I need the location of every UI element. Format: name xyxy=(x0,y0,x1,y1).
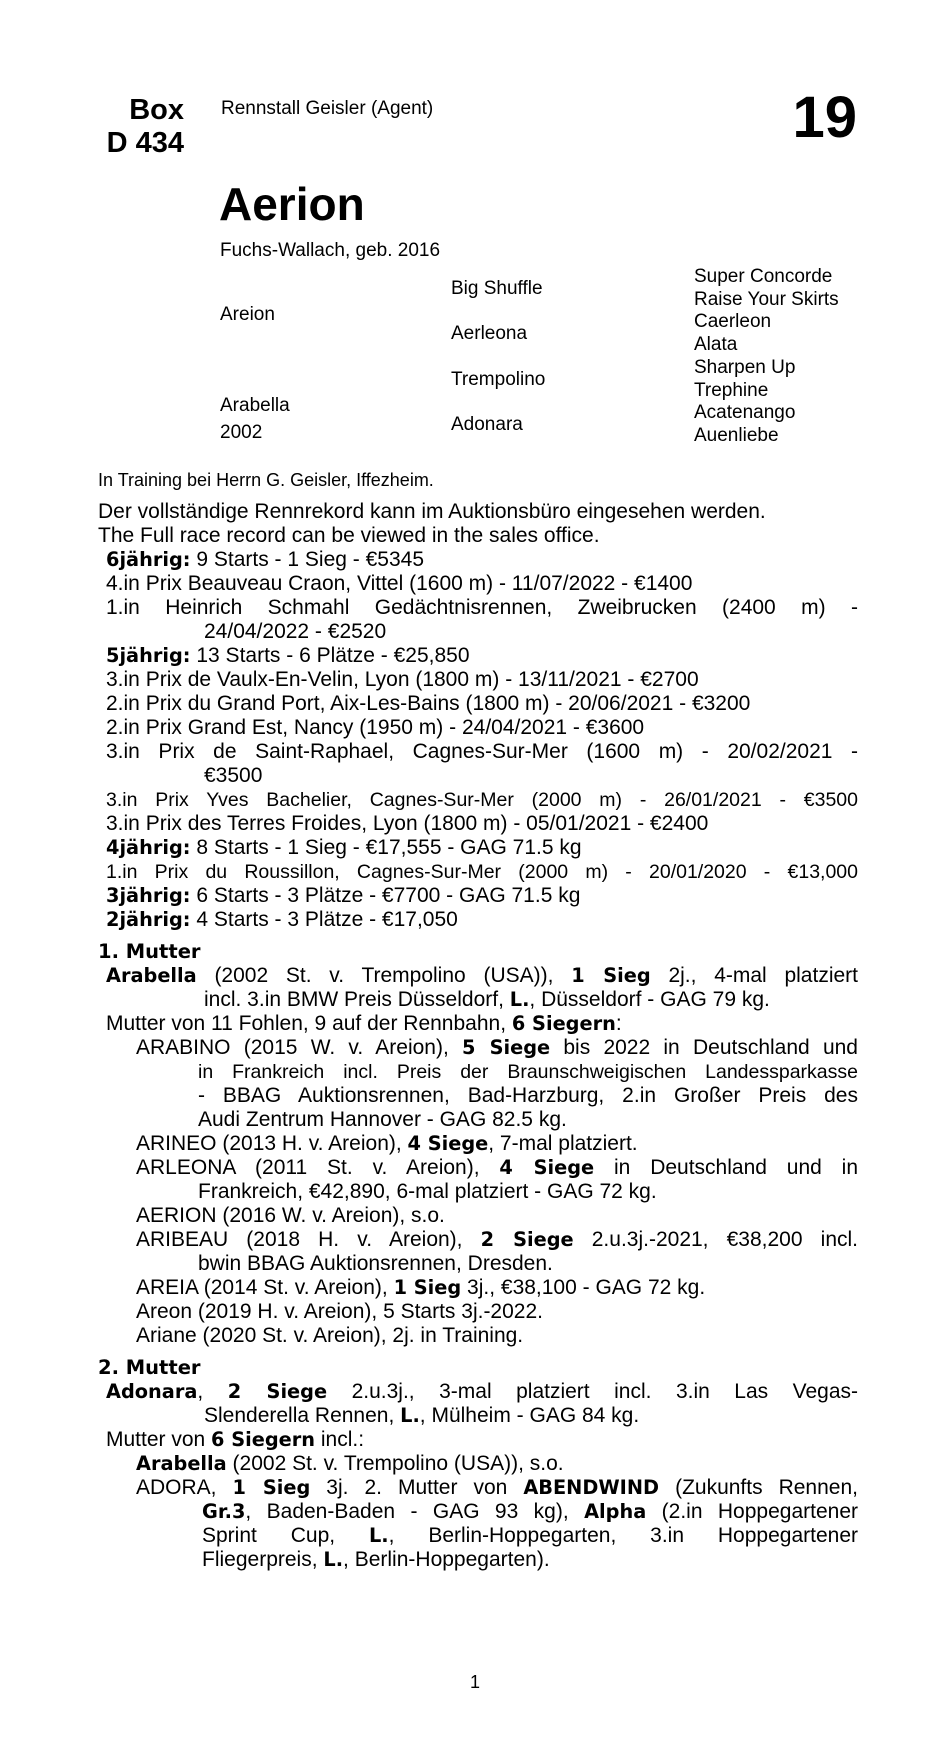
pedigree-g3: Raise Your Skirts xyxy=(694,289,839,310)
pedigree-g3: Caerleon xyxy=(694,311,772,332)
dam1-entry: Arabella (2002 St. v. Trempolino (USA)), 1 Sieg 2j., 4-mal platziert xyxy=(106,964,858,987)
progeny-entry: ARABINO (2015 W. v. Areion), 5 Siege bis 2022 in Deutschland und xyxy=(136,1036,858,1059)
progeny-entry-cont: bwin BBAG Auktionsrennen, Dresden. xyxy=(198,1252,553,1275)
progeny-entry-cont: Audi Zentrum Hannover - GAG 82.5 kg. xyxy=(198,1108,567,1131)
progeny-entry-cont: - BBAG Auktionsrennen, Bad-Harzburg, 2.in Großer Preis des xyxy=(198,1084,858,1107)
pedigree-dam-sire: Trempolino xyxy=(451,369,546,390)
race-result: 2.in Prix Grand Est, Nancy (1950 m) - 24/04/2021 - €3600 xyxy=(106,716,645,739)
progeny-entry-cont: Sprint Cup, L., Berlin-Hoppegarten, 3.in Hoppegartener xyxy=(202,1524,858,1547)
consignor: Rennstall Geisler (Agent) xyxy=(221,98,434,119)
pedigree-g3: Super Concorde xyxy=(694,266,833,287)
dam2-entry-cont: Slenderella Rennen, L., Mülheim - GAG 84 kg. xyxy=(204,1404,640,1427)
catalogue-body xyxy=(98,500,858,1572)
progeny-entry-cont: Frankreich, €42,890, 6-mal platziert - GAG 72 kg. xyxy=(198,1180,657,1203)
box-id: D 434 xyxy=(106,127,184,159)
horse-description: Fuchs-Wallach, geb. 2016 xyxy=(220,240,441,261)
dam2-entry: Adonara, 2 Siege 2.u.3j., 3-mal platziert incl. 3.in Las Vegas- xyxy=(106,1380,859,1403)
progeny-entry: ADORA, 1 Sieg 3j. 2. Mutter von ABENDWIND (Zukunfts Rennen, xyxy=(136,1476,858,1499)
pedigree-sire-dam: Aerleona xyxy=(451,323,528,344)
progeny-entry: ARLEONA (2011 St. v. Areion), 4 Siege in Deutschland und in xyxy=(136,1156,859,1179)
dam1-entry-cont: incl. 3.in BMW Preis Düsseldorf, L., Düsseldorf - GAG 79 kg. xyxy=(204,988,770,1011)
pedigree-dam: Arabella xyxy=(220,395,290,416)
season-summary: 5jährig: 13 Starts - 6 Plätze - €25,850 xyxy=(106,644,470,667)
pedigree-g3: Trephine xyxy=(694,380,769,401)
record-note-en: The Full race record can be viewed in the sales office. xyxy=(98,524,600,547)
page-number: 1 xyxy=(469,1672,480,1692)
progeny-entry: Arabella (2002 St. v. Trempolino (USA)), s.o. xyxy=(136,1452,564,1475)
season-summary: 6jährig: 9 Starts - 1 Sieg - €5345 xyxy=(106,548,424,571)
progeny-entry: AREIA (2014 St. v. Areion), 1 Sieg 3j., €38,100 - GAG 72 kg. xyxy=(136,1276,706,1299)
progeny-entry: AERION (2016 W. v. Areion), s.o. xyxy=(136,1204,445,1227)
race-result: 3.in Prix Yves Bachelier, Cagnes-Sur-Mer (2000 m) - 26/01/2021 - €3500 xyxy=(106,789,858,811)
pedigree-g3: Alata xyxy=(694,334,738,355)
pedigree-dam-dam: Adonara xyxy=(451,414,523,435)
season-summary: 3jährig: 6 Starts - 3 Plätze - €7700 - GAG 71.5 kg xyxy=(106,884,581,907)
progeny-entry: Areon (2019 H. v. Areion), 5 Starts 3j.-2022. xyxy=(136,1300,543,1323)
box-label: Box xyxy=(129,94,184,126)
pedigree-sire-sire: Big Shuffle xyxy=(451,278,543,299)
progeny-entry: ARIBEAU (2018 H. v. Areion), 2 Siege 2.u.3j.-2021, €38,200 incl. xyxy=(136,1228,858,1251)
race-result: 2.in Prix du Grand Port, Aix-Les-Bains (1800 m) - 20/06/2021 - €3200 xyxy=(106,692,751,715)
horse-name: Aerion xyxy=(219,178,365,230)
pedigree-g3: Sharpen Up xyxy=(694,357,796,378)
race-result: 1.in Prix du Roussillon, Cagnes-Sur-Mer (2000 m) - 20/01/2020 - €13,000 xyxy=(106,861,858,883)
race-result: 4.in Prix Beauveau Craon, Vittel (1600 m) - 11/07/2022 - €1400 xyxy=(106,572,693,595)
race-result: 1.in Heinrich Schmahl Gedächtnisrennen, Zweibrucken (2400 m) - xyxy=(106,596,858,619)
season-summary: 4jährig: 8 Starts - 1 Sieg - €17,555 - GAG 71.5 kg xyxy=(106,836,582,859)
progeny-entry-cont: Gr.3, Baden-Baden - GAG 93 kg), Alpha (2.in Hoppegartener xyxy=(202,1500,858,1523)
race-result-cont: €3500 xyxy=(204,764,263,787)
pedigree-g3: Acatenango xyxy=(694,402,796,423)
progeny-entry: Ariane (2020 St. v. Areion), 2j. in Training. xyxy=(136,1324,524,1347)
race-result: 3.in Prix des Terres Froides, Lyon (1800 m) - 05/01/2021 - €2400 xyxy=(106,812,709,835)
race-result: 3.in Prix de Vaulx-En-Velin, Lyon (1800 m) - 13/11/2021 - €2700 xyxy=(106,668,699,691)
progeny-entry: ARINEO (2013 H. v. Areion), 4 Siege, 7-mal platziert. xyxy=(136,1132,638,1155)
section-heading-dam2: 2. Mutter xyxy=(98,1356,201,1379)
race-result-cont: 24/04/2022 - €2520 xyxy=(204,620,387,643)
section-heading-dam1: 1. Mutter xyxy=(98,940,201,963)
season-summary: 2jährig: 4 Starts - 3 Plätze - €17,050 xyxy=(106,908,458,931)
dam2-produce: Mutter von 6 Siegern incl.: xyxy=(106,1428,365,1451)
pedigree-dam-year: 2002 xyxy=(220,422,263,443)
lot-number: 19 xyxy=(792,85,857,150)
pedigree-sire: Areion xyxy=(220,304,275,325)
progeny-entry-cont: Fliegerpreis, L., Berlin-Hoppegarten). xyxy=(202,1548,550,1571)
progeny-entry-cont: in Frankreich incl. Preis der Braunschweigischen Landessparkasse xyxy=(198,1061,858,1083)
race-result: 3.in Prix de Saint-Raphael, Cagnes-Sur-Mer (1600 m) - 20/02/2021 - xyxy=(106,740,858,763)
training-note: In Training bei Herrn G. Geisler, Iffezheim. xyxy=(98,470,434,490)
record-note: Der vollständige Rennrekord kann im Auktionsbüro eingesehen werden. xyxy=(98,500,766,523)
box-number xyxy=(100,94,184,160)
dam1-produce: Mutter von 11 Fohlen, 9 auf der Rennbahn, 6 Siegern: xyxy=(106,1012,622,1035)
pedigree-g3: Auenliebe xyxy=(694,425,779,446)
